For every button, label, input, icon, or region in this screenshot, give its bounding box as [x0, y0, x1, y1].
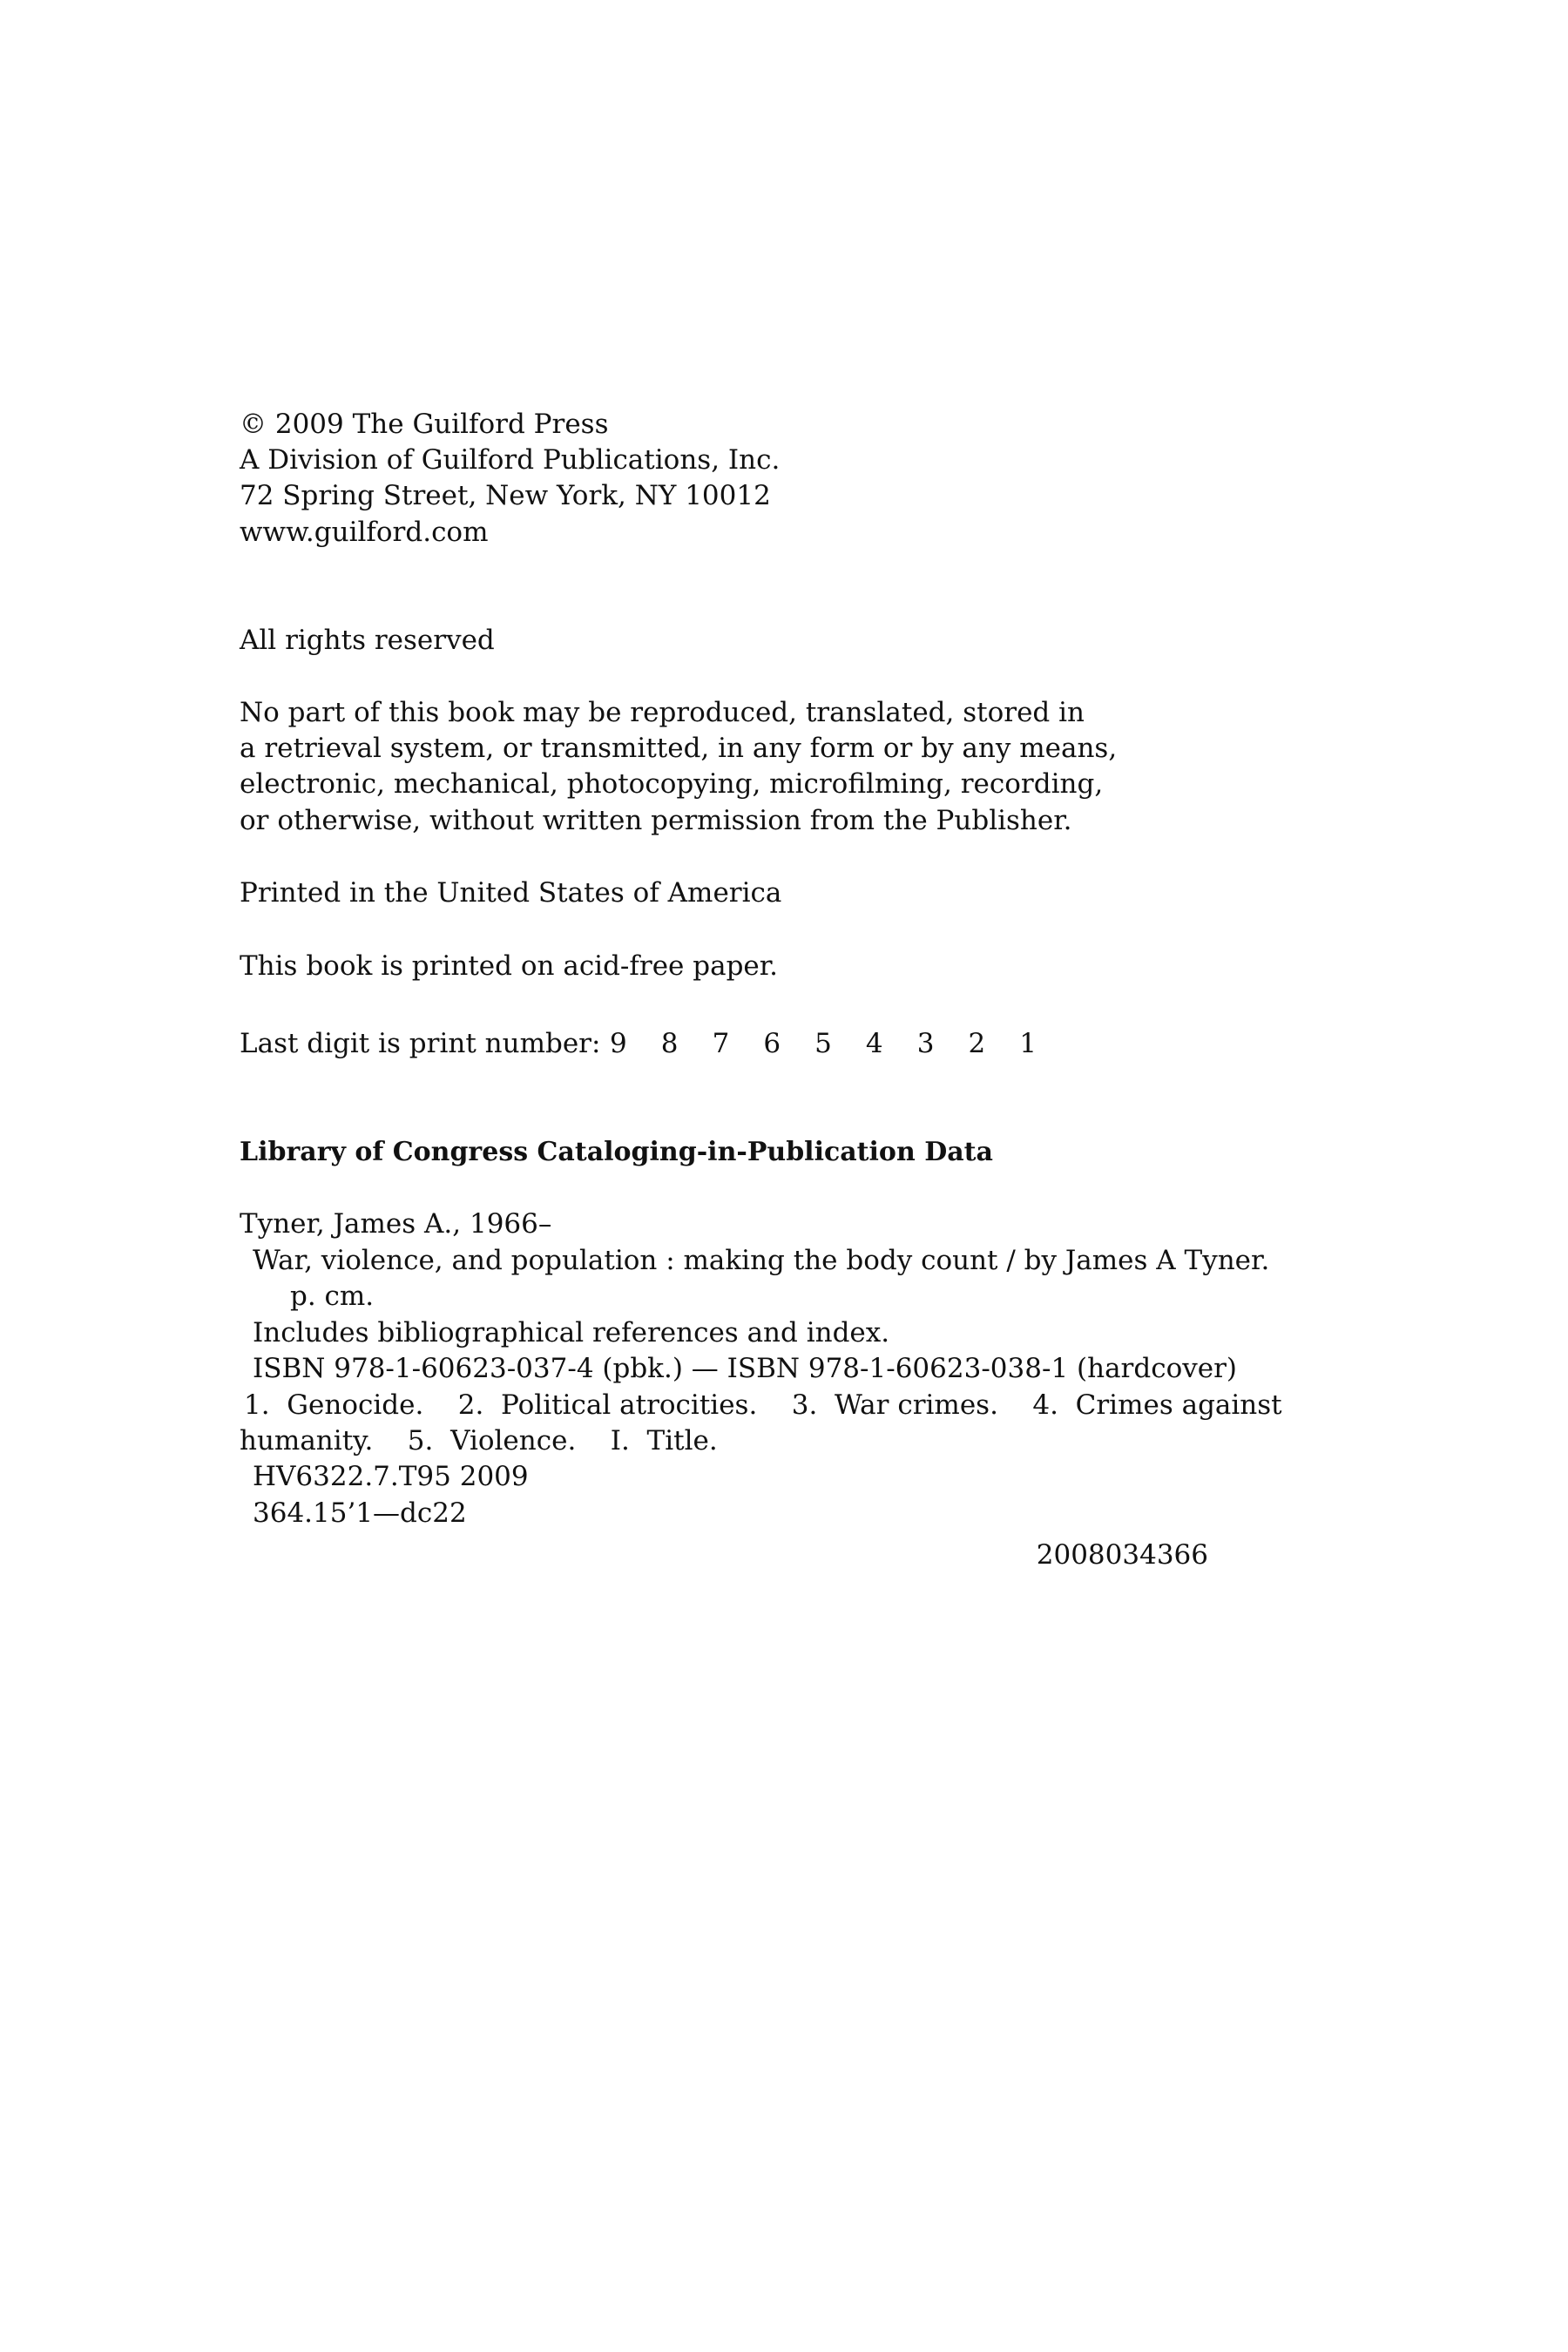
all-rights-reserved: All rights reserved [240, 625, 495, 656]
print-digit: 2 [968, 1028, 986, 1059]
cip-subjects: 1. Genocide. 2. Political atrocities. 3. War crimes. 4. Crimes against [244, 1389, 1282, 1421]
cip-dewey: 364.15’1—dc22 [253, 1497, 467, 1529]
acid-free-paper: This book is printed on acid-free paper. [240, 950, 779, 982]
rights-notice-line: No part of this book may be reproduced, translated, stored in [240, 697, 1085, 728]
cip-notes: Includes bibliographical references and index. [253, 1317, 890, 1348]
cip-pagination: p. cm. [290, 1281, 375, 1312]
copyright-line: © 2009 The Guilford Press [240, 409, 609, 440]
print-digit: 8 [660, 1028, 679, 1059]
rights-notice-line: a retrieval system, or transmitted, in any form or by any means, [240, 733, 1118, 764]
print-digit: 7 [712, 1028, 730, 1059]
print-digit: 9 [610, 1028, 627, 1059]
print-number-digits [610, 1026, 1037, 1062]
cip-title: War, violence, and population : making the body count / by James A Tyner. [253, 1245, 1270, 1276]
print-digit: 5 [814, 1028, 832, 1059]
cip-lc-class: HV6322.7.T95 2009 [253, 1461, 529, 1492]
cip-heading: Library of Congress Cataloging-in-Publication Data [240, 1137, 993, 1167]
print-digit: 1 [1019, 1028, 1037, 1059]
printed-in: Printed in the United States of America [240, 877, 782, 909]
print-digit: 4 [865, 1028, 883, 1059]
cip-lccn: 2008034366 [1036, 1539, 1208, 1571]
rights-notice-line: or otherwise, without written permission from the Publisher. [240, 805, 1072, 836]
cip-isbn: ISBN 978-1-60623-037-4 (pbk.) — ISBN 978-1-60623-038-1 (hardcover) [253, 1353, 1238, 1384]
print-number-label: Last digit is print number: [240, 1028, 601, 1059]
cip-subjects-continued: humanity. 5. Violence. I. Title. [240, 1425, 718, 1456]
publisher-division: A Division of Guilford Publications, Inc. [240, 444, 781, 476]
print-digit: 6 [763, 1028, 781, 1059]
print-digit: 3 [916, 1028, 935, 1059]
rights-notice-line: electronic, mechanical, photocopying, microfilming, recording, [240, 768, 1104, 800]
cip-author: Tyner, James A., 1966– [240, 1208, 552, 1240]
publisher-website: www.guilford.com [240, 517, 489, 548]
publisher-address: 72 Spring Street, New York, NY 10012 [240, 480, 771, 511]
